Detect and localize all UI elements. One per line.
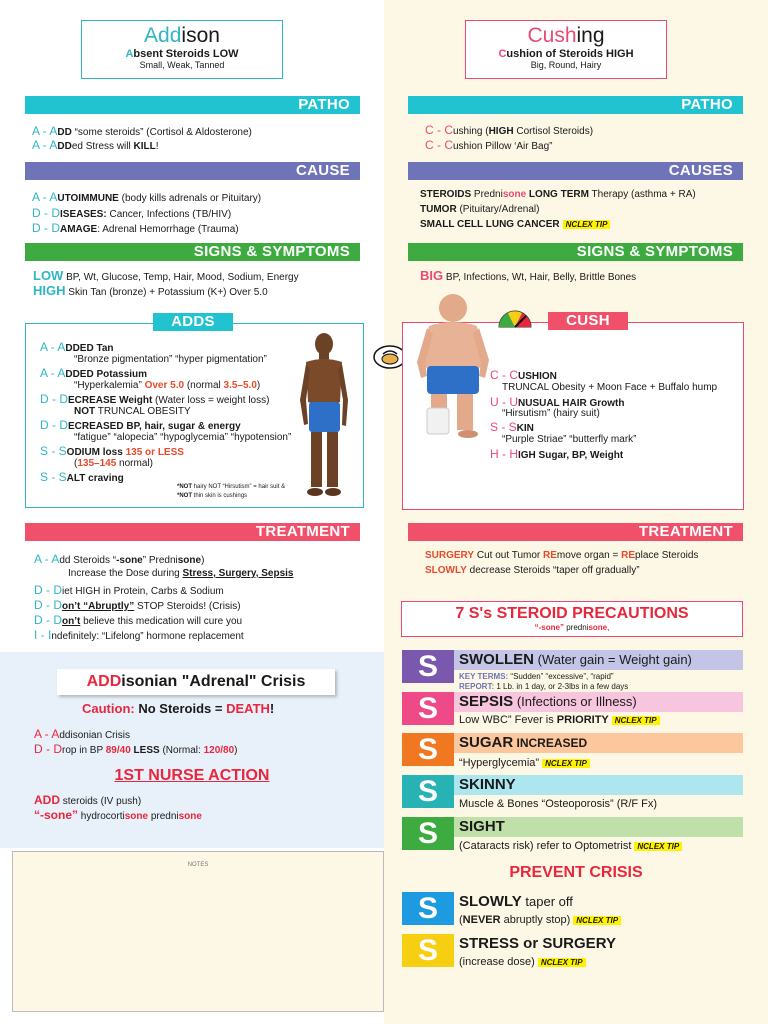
nurse-action-1 [34, 793, 141, 807]
slowly-label [459, 893, 573, 910]
t: Cortisol Steroids) [513, 126, 594, 137]
cushing-cause-1 [420, 189, 696, 200]
text: “some steroids” (Cortisol & Aldosterone) [71, 127, 252, 138]
adds-d2 [40, 418, 241, 432]
nurse-action-2 [34, 808, 202, 822]
cushing-cause-3 [420, 219, 610, 230]
cushing-cause-2 [420, 204, 539, 215]
addison-patho-header: PATHO [25, 96, 360, 114]
adds-note-1 [177, 484, 285, 490]
swollen-key-terms [459, 672, 614, 681]
sight-sub [459, 840, 682, 852]
t: STOP Steroids! (Crisis) [134, 601, 241, 612]
cushing-title-accent: Cush [527, 24, 577, 47]
t: ushing ( [453, 126, 489, 137]
t: NEVER [462, 914, 501, 926]
stress-label: STRESS or SURGERY [459, 935, 616, 952]
cush-u [490, 395, 624, 409]
crisis-title-add: ADD [86, 673, 122, 690]
cush-s [490, 420, 534, 434]
t: 1 Lb. in 1 day, or 2-3lbs in a few days [494, 682, 629, 691]
t: Increase the Dose during [68, 568, 183, 579]
crisis-title-rest: isonian "Adrenal" Crisis [121, 673, 306, 690]
letter: D - D [34, 613, 62, 627]
t: 135–145 [77, 458, 117, 469]
gauge-icon [496, 302, 534, 332]
extra: (Infections or Illness) [513, 694, 637, 709]
addison-subtitle-2: Small, Weak, Tanned [139, 60, 225, 70]
letter: D - D [34, 742, 62, 756]
cush-u-sub: “Hirsutism” (hairy suit) [502, 408, 600, 419]
adds-s1 [40, 444, 184, 458]
addison-patho-1 [32, 124, 252, 138]
t: hydrocorti [78, 811, 125, 822]
cushing-title [466, 24, 666, 48]
addison-title [82, 24, 282, 48]
t: dd Steroids “ [59, 555, 117, 566]
adds-header: ADDS [153, 313, 233, 331]
kill: KILL [133, 141, 156, 152]
label: SWOLLEN [459, 651, 534, 668]
cushing-patho-header: PATHO [408, 96, 743, 114]
t: sone [502, 189, 527, 200]
word: DD [57, 141, 72, 152]
t: ” Predni [142, 555, 178, 566]
t: ( [74, 458, 78, 469]
t: ddisonian Crisis [59, 730, 130, 741]
letter: I - I [34, 628, 52, 642]
t: ) [234, 745, 238, 756]
t: ADD [34, 793, 60, 807]
nclex-tip-badge: NCLEX TIP [542, 759, 590, 768]
t: LONG TERM [526, 189, 589, 200]
t: ! [269, 701, 275, 716]
t: (Pituitary/Adrenal) [456, 204, 540, 215]
cushing-patho-2 [425, 138, 553, 152]
text: (body kills adrenals or Pituitary) [118, 193, 262, 204]
letter: A - A [32, 190, 58, 204]
cushing-sub-high: HIGH [606, 48, 634, 60]
high-text: Skin Tan (bronze) + Potassium (K+) Over 5.0 [68, 287, 268, 298]
label: SUGAR [459, 734, 514, 751]
extra: INCREASED [513, 736, 588, 750]
skinny-sub: Muscle & Bones “Osteoporosis” (R/F Fx) [459, 798, 658, 810]
extra: (Water gain = Weight gain) [534, 652, 692, 667]
nclex-tip-badge: NCLEX TIP [634, 842, 682, 851]
t: normal) [116, 458, 153, 469]
t: (Cataracts risk) refer to Optometrist [459, 840, 632, 852]
letter: H - H [490, 447, 518, 461]
addison-sub-low: LOW [212, 48, 239, 60]
t: move organ = [556, 550, 622, 561]
addison-cause-1 [32, 190, 261, 204]
cush-c [490, 368, 557, 382]
addison-title-box [81, 20, 283, 79]
t: hairy NOT “Hirsutism” = hair suit & [192, 484, 286, 490]
letter: A - A [40, 340, 66, 354]
adds-a1 [40, 340, 114, 354]
addison-treatment-header: TREATMENT [25, 523, 360, 541]
nurse-action-heading: 1ST NURSE ACTION [114, 767, 270, 784]
t: on’t [62, 616, 81, 627]
sepsis-bar [454, 692, 743, 712]
low-label: LOW [33, 268, 64, 283]
t: abruptly stop) [500, 914, 571, 926]
cushing-causes-header: CAUSES [408, 162, 743, 180]
cush-h [490, 447, 623, 461]
addison-subtitle [82, 48, 282, 60]
s-badge-sepsis: S [402, 692, 454, 725]
t: believe this medication will cure you [80, 616, 243, 627]
t: SLOWLY [425, 565, 467, 576]
precautions-title-box [401, 601, 743, 637]
t: ndefinitely: “Lifelong” hormone replacement [51, 631, 244, 642]
t: KEY TERMS: [459, 672, 509, 681]
adds-s1-sub [74, 458, 153, 469]
t: “-sone” [34, 808, 79, 822]
word: DDED Potassium [65, 369, 148, 380]
nclex-tip-badge: NCLEX TIP [538, 958, 586, 967]
t: ) [256, 380, 261, 391]
addison-cause-2 [32, 206, 231, 220]
crisis-d [34, 742, 238, 756]
addison-treat-1-sub [68, 568, 294, 579]
swollen-report [459, 682, 628, 691]
bang: ! [155, 141, 159, 152]
cushing-subtitle [466, 48, 666, 60]
t: Caution: [82, 701, 135, 716]
cushing-sub-text: ushion of Steroids [506, 48, 607, 60]
addison-treat-1 [34, 552, 204, 566]
t: 120/80 [203, 745, 235, 756]
t: NOT [74, 406, 96, 417]
adds-d2-sub: “fatigue” “alopecia” “hypoglycemia” “hypotension” [74, 432, 292, 443]
t: sone [124, 811, 149, 822]
letter: S - S [40, 470, 67, 484]
word: IGH Sugar, BP, Weight [518, 450, 624, 461]
t: DEATH [226, 701, 270, 716]
t: ( [459, 914, 463, 926]
label: SIGHT [459, 818, 505, 835]
label: SLOWLY [459, 893, 522, 910]
cushing-treatment-header: TREATMENT [408, 523, 743, 541]
stress-sub [459, 956, 586, 968]
adds-s2 [40, 470, 124, 484]
swollen-bar [454, 650, 743, 670]
cushing-patient-figure [413, 290, 493, 440]
letter: U - U [490, 395, 518, 409]
letter: D - D [32, 206, 60, 220]
word: NUSUAL HAIR Growth [518, 398, 625, 409]
t: TUMOR [420, 204, 457, 215]
t: iet HIGH in Protein, Carbs & Sodium [62, 586, 224, 597]
s-badge-stress: S [402, 934, 454, 967]
cushing-big-line [420, 268, 636, 283]
addison-cause-header: CAUSE [25, 162, 360, 180]
t: rop in BP [62, 745, 106, 756]
word: ODIUM loss [66, 447, 126, 458]
adds-a2 [40, 366, 147, 380]
letter: C - C [425, 123, 453, 137]
s-badge-sight: S [402, 817, 454, 850]
addison-treat-4 [34, 613, 242, 627]
t: Stress, Surgery, Sepsis [182, 568, 294, 579]
word: ECREASED BP, hair, sugar & energy [68, 421, 241, 432]
sepsis-sub [459, 714, 660, 726]
addison-treat-3 [34, 598, 241, 612]
t: Predni [471, 189, 503, 200]
t: decrease Steroids “taper off gradually” [466, 565, 640, 576]
letter: D - D [40, 418, 68, 432]
cushing-treat-1 [425, 550, 698, 561]
addison-low-line [33, 268, 299, 283]
s-badge-skinny: S [402, 775, 454, 808]
t: 89/40 [105, 745, 131, 756]
cushing-subtitle-2: Big, Round, Hairy [530, 60, 602, 70]
cushing-patho-1 [425, 123, 593, 137]
t: RE [543, 550, 557, 561]
addison-cause-3 [32, 221, 239, 235]
high-label: HIGH [33, 283, 66, 298]
letter: D - D [32, 221, 60, 235]
letter: D - D [40, 392, 68, 406]
word: KIN [516, 423, 534, 434]
big-label: BIG [420, 268, 444, 283]
word: DDED Tan [65, 343, 114, 354]
slowly-sub [459, 914, 621, 926]
t: on’t “Abruptly” [62, 601, 135, 612]
addison-sub-text: bsent Steroids [133, 48, 213, 60]
nclex-tip-badge: NCLEX TIP [573, 916, 621, 925]
adds-note-2 [177, 493, 247, 499]
t: LESS [130, 745, 160, 756]
t: (Normal: [159, 745, 204, 756]
t: sone [178, 811, 202, 822]
t: SMALL CELL LUNG CANCER [420, 219, 560, 230]
s-badge-slowly: S [402, 892, 454, 925]
t: *NOT [177, 493, 192, 499]
t: thin skin is cushings [192, 493, 248, 499]
addison-sub-accent: A [125, 48, 134, 60]
t: REPORT: [459, 682, 495, 691]
crisis-a [34, 727, 130, 741]
cushing-signs-header: SIGNS & SYMPTOMS [408, 243, 743, 261]
letter: A - A [32, 124, 58, 138]
t: “-sone” [534, 623, 564, 632]
addison-signs-header: SIGNS & SYMPTOMS [25, 243, 360, 261]
sight-bar [454, 817, 743, 837]
adds-a1-sub: “Bronze pigmentation” “hyper pigmentation” [74, 354, 267, 365]
t: HIGH [488, 126, 514, 137]
addison-treat-5 [34, 628, 244, 642]
t: Cut out Tumor [474, 550, 544, 561]
addison-treat-2 [34, 583, 224, 597]
cush-s-sub: “Purple Striae” “butterfly mark” [502, 434, 637, 445]
low-text: BP, Wt, Glucose, Temp, Hair, Mood, Sodium, Energy [66, 272, 299, 283]
t: RE [621, 550, 636, 561]
t: Therapy (asthma + RA) [588, 189, 696, 200]
t: 135 or LESS [125, 447, 184, 458]
s-badge-sugar: S [402, 733, 454, 766]
precautions-subtitle [402, 623, 742, 632]
t: sone [177, 555, 202, 566]
t: predni [563, 623, 589, 632]
t: place Steroids [635, 550, 699, 561]
text: Cancer, Infections (TB/HIV) [106, 209, 232, 220]
skinny-bar [454, 775, 743, 795]
nclex-tip-badge: NCLEX TIP [612, 716, 660, 725]
t: “Sudden” “excessive”, “rapid” [508, 672, 614, 681]
t: predni [148, 811, 179, 822]
letter: S - S [40, 444, 67, 458]
t: , [607, 623, 610, 632]
prevent-crisis-heading: PREVENT CRISIS [509, 864, 643, 881]
label: SEPSIS [459, 693, 514, 710]
letter: A - A [34, 552, 60, 566]
t: ushion Pillow ‘Air Bag” [453, 141, 553, 152]
letter: A - A [32, 138, 58, 152]
letter: S - S [490, 420, 517, 434]
letter: C - C [490, 368, 518, 382]
word: UTOIMMUNE [57, 193, 119, 204]
t: “Hyperkalemia” [74, 380, 145, 391]
s-badge-swollen: S [402, 650, 454, 683]
sugar-bar [454, 733, 743, 753]
addison-title-accent: Add [144, 24, 182, 47]
t: ) [201, 555, 205, 566]
cushing-title-box [465, 20, 667, 79]
t: Over 5.0 [144, 380, 185, 391]
t: PRIORITY [556, 714, 609, 726]
nclex-tip-badge: NCLEX TIP [563, 220, 611, 229]
crisis-caution [82, 701, 274, 716]
label: SKINNY [459, 776, 516, 793]
word: ISEASES: [60, 209, 107, 220]
t: (increase dose) [459, 956, 535, 968]
letter: C - C [425, 138, 453, 152]
t: TRUNCAL OBESITY [95, 406, 191, 417]
word: USHION [518, 371, 557, 382]
cushing-treat-2 [425, 565, 640, 576]
t: 3.5–5.0 [223, 380, 257, 391]
cushing-sub-accent: C [498, 48, 507, 60]
t: SURGERY [425, 550, 475, 561]
word: DD [57, 127, 72, 138]
t: No Steroids = [134, 701, 227, 716]
adds-d1 [40, 392, 269, 406]
t: *NOT [177, 484, 192, 490]
letter: A - A [40, 366, 66, 380]
adds-a2-sub [74, 380, 260, 391]
cush-header: CUSH [548, 312, 628, 330]
adds-d1-sub [74, 406, 191, 417]
t: (normal [184, 380, 224, 391]
notes-label: NOTES [187, 862, 209, 868]
t: Low WBC” Fever is [459, 714, 557, 726]
t: -sone [116, 555, 143, 566]
text: ed Stress will [71, 141, 134, 152]
precautions-title: 7 S's STEROID PRECAUTIONS [455, 605, 689, 622]
letter: D - D [34, 583, 62, 597]
cushing-title-rest: ing [576, 24, 605, 47]
t: sone [588, 623, 608, 632]
text: : Adrenal Hemorrhage (Trauma) [97, 224, 239, 235]
word: ECREASE Weight [68, 395, 153, 406]
addison-patient-figure [296, 330, 358, 506]
crisis-title-box [57, 669, 335, 695]
word: AMAGE [60, 224, 98, 235]
letter: A - A [34, 727, 60, 741]
sugar-sub [459, 757, 590, 769]
cush-c-sub: TRUNCAL Obesity + Moon Face + Buffalo hump [502, 382, 718, 393]
addison-patho-2 [32, 138, 159, 152]
t: STEROIDS [420, 189, 472, 200]
notes-box[interactable] [12, 851, 384, 1012]
letter: D - D [34, 598, 62, 612]
addison-high-line [33, 283, 268, 298]
big-text: BP, Infections, Wt, Hair, Belly, Brittle Bones [445, 272, 637, 283]
addison-title-rest: ison [181, 24, 220, 47]
t: “Hyperglycemia” [459, 757, 540, 769]
word: ALT craving [66, 473, 124, 484]
t: steroids (IV push) [60, 796, 142, 807]
t: (Water loss = weight loss) [152, 395, 270, 406]
extra: taper off [521, 894, 573, 909]
